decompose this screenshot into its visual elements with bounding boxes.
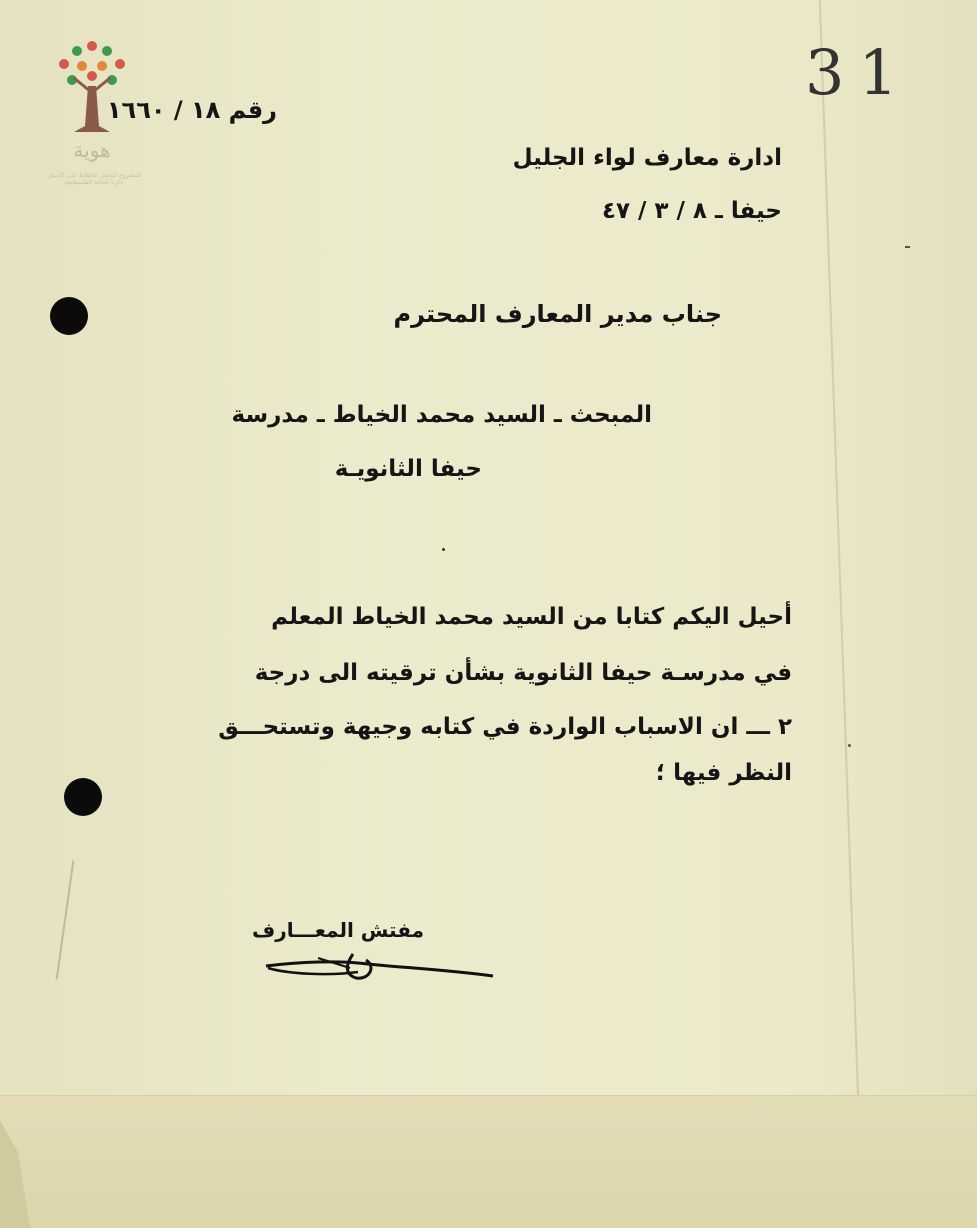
paper-speck: [442, 548, 445, 551]
place-date: حيفا ـ ٨ / ٣ / ٤٧: [601, 198, 782, 224]
body-line: النظر فيها ؛: [655, 760, 792, 786]
page-number: 31: [805, 36, 912, 109]
signature-title: مفتش المعـــارف: [251, 918, 424, 942]
addressee: جناب مدير المعارف المحترم: [393, 300, 722, 328]
punch-hole: [50, 297, 88, 335]
paper-speck: [848, 744, 851, 747]
paper-speck: [905, 246, 910, 248]
handwritten-signature-icon: [258, 944, 508, 986]
logo-subtitle-line: دائرة العائلة الفلسطينية: [64, 179, 124, 186]
body-line: في مدرسـة حيفا الثانوية بشأن ترقيته الى درجة: [254, 660, 792, 686]
punch-hole: [64, 778, 102, 816]
logo-wordmark: هوية: [73, 138, 111, 162]
paper-fold: [0, 1095, 977, 1228]
body-line: أحيل اليكم كتابا من السيد محمد الخياط المعلم: [271, 604, 792, 630]
paper-crease: [819, 0, 859, 1100]
logo-subtitle-line: المشروع الوطني للحفاظ على الأصول: [46, 172, 142, 179]
body-line: ٢ ـــ ان الاسباب الواردة في كتابه وجيهة وتستحـــق: [218, 714, 792, 740]
paper-scratch: [56, 860, 75, 979]
subject-line: حيفا الثانويـة: [334, 456, 482, 482]
subject-line: المبحث ـ السيد محمد الخياط ـ مدرسة: [231, 402, 652, 428]
reference-number: رقم ١٨ / ١٦٦٠: [106, 96, 277, 124]
logo-subtitle: [34, 172, 154, 186]
tree-logo-icon: [52, 36, 132, 146]
office-name: ادارة معارف لواء الجليل: [512, 145, 782, 171]
